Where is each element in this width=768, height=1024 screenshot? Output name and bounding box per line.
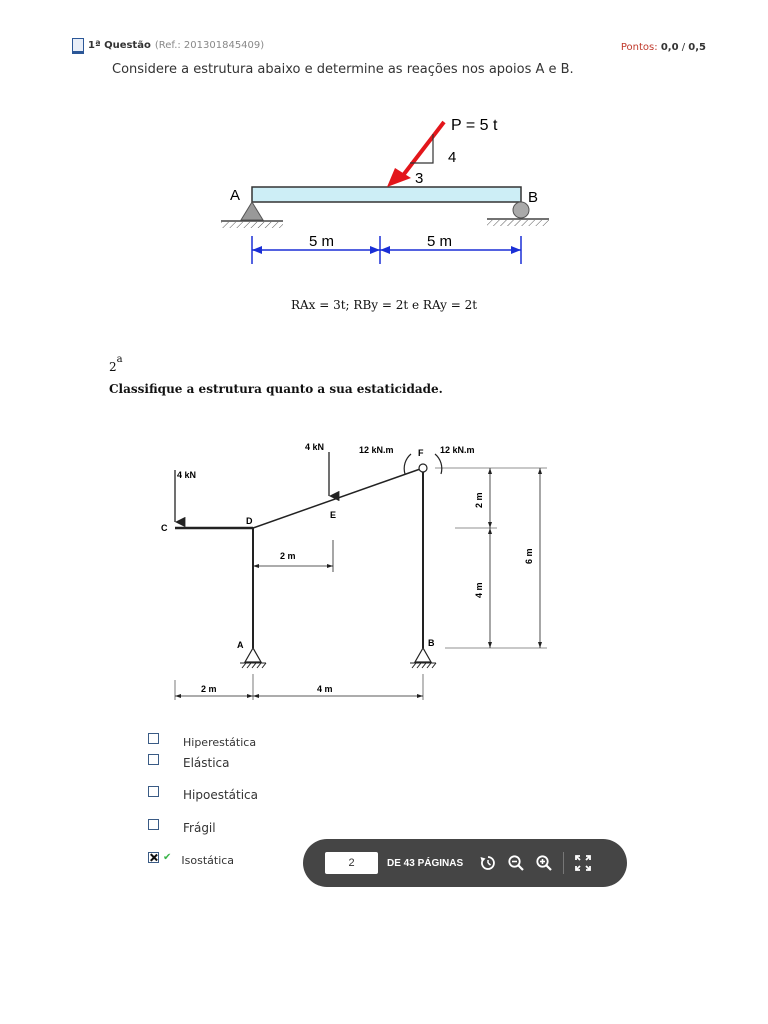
score-label: Pontos:: [620, 42, 658, 53]
option-fragil[interactable]: [148, 817, 216, 835]
point-c-label: C: [161, 523, 168, 533]
option-elastica[interactable]: [148, 752, 230, 770]
point-f-label: F: [418, 448, 424, 458]
slope-horizontal-label: 3: [415, 170, 424, 187]
support-b-label: B: [528, 189, 539, 206]
zoom-out-icon[interactable]: [505, 852, 527, 874]
dimension-bottom-right-label: 4 m: [317, 684, 333, 694]
dimension-total-label: 6 m: [524, 548, 534, 564]
point-e-label: E: [330, 510, 337, 520]
zoom-in-icon[interactable]: [533, 852, 555, 874]
question-1-prompt: Considere a estrutura abaixo e determine as reações nos apoios A e B.: [112, 62, 574, 77]
question-1-header: [72, 38, 264, 52]
support-a-label: A: [230, 187, 241, 204]
frame-figure: [155, 430, 565, 705]
roller-support-b: [513, 202, 529, 218]
page-number-input[interactable]: [325, 852, 378, 874]
beam: [252, 187, 521, 202]
pin-support-a: [241, 202, 263, 220]
page-count-label: DE 43 PÁGINAS: [387, 857, 464, 869]
rotate-icon[interactable]: [477, 852, 499, 874]
option-hiperestatica[interactable]: [148, 732, 257, 749]
beam-figure: [215, 108, 555, 270]
dimension-bottom-left-label: 2 m: [201, 684, 217, 694]
document-icon: [72, 38, 84, 52]
option-checkbox[interactable]: [148, 754, 159, 765]
correct-check-icon: ✔: [163, 852, 172, 863]
option-isostatica[interactable]: [148, 851, 235, 867]
option-label: Hipoestática: [183, 788, 258, 802]
dimension-1-label: 5 m: [309, 233, 335, 250]
option-hipoestatica[interactable]: [148, 784, 258, 802]
load-e-label: 4 kN: [305, 442, 325, 452]
dimension-top-label: 2 m: [474, 492, 484, 508]
score-value: 0,0: [660, 42, 679, 53]
point-d-label: D: [246, 516, 253, 526]
viewer-toolbar: [303, 839, 627, 887]
option-checkbox[interactable]: [148, 733, 159, 744]
load-c-label: 4 kN: [177, 470, 197, 480]
option-label: Frágil: [183, 821, 216, 835]
dimension-2-label: 5 m: [427, 233, 453, 250]
question-2-number-value: 2: [109, 360, 117, 374]
slope-vertical-label: 4: [448, 149, 457, 166]
score-max: 0,5: [688, 42, 706, 53]
point-a-label: A: [237, 640, 244, 650]
load-label: P = 5 t: [451, 117, 498, 134]
option-label: Hiperestática: [183, 736, 257, 749]
question-2-number: [109, 354, 123, 374]
question-1-answer: RAx = 3t; RBy = 2t e RAy = 2t: [290, 298, 478, 312]
moment-right-label: 12 kN.m: [440, 445, 475, 455]
pin-support-b: [415, 648, 431, 662]
question-2-prompt: Classifique a estrutura quanto a sua estaticidade.: [109, 382, 443, 396]
option-checkbox-checked[interactable]: [148, 852, 159, 863]
moment-left-label: 12 kN.m: [359, 445, 394, 455]
fullscreen-icon[interactable]: [572, 852, 594, 874]
score-separator: /: [681, 42, 686, 53]
member-df: [253, 468, 423, 528]
option-checkbox[interactable]: [148, 786, 159, 797]
option-checkbox[interactable]: [148, 819, 159, 830]
pin-support-a: [245, 648, 261, 662]
option-label: Elástica: [183, 756, 230, 770]
hinge-f: [419, 464, 427, 472]
dimension-mid-label: 4 m: [474, 582, 484, 598]
question-1-label: 1ª Questão: [88, 39, 151, 51]
dimension-de-label: 2 m: [280, 551, 296, 561]
point-b-label: B: [428, 638, 435, 648]
option-label: Isostática: [181, 854, 235, 867]
score: [621, 42, 706, 53]
question-2-number-sup: a: [116, 354, 123, 365]
toolbar-divider: [563, 852, 564, 874]
question-1-ref: (Ref.: 201301845409): [154, 39, 265, 51]
